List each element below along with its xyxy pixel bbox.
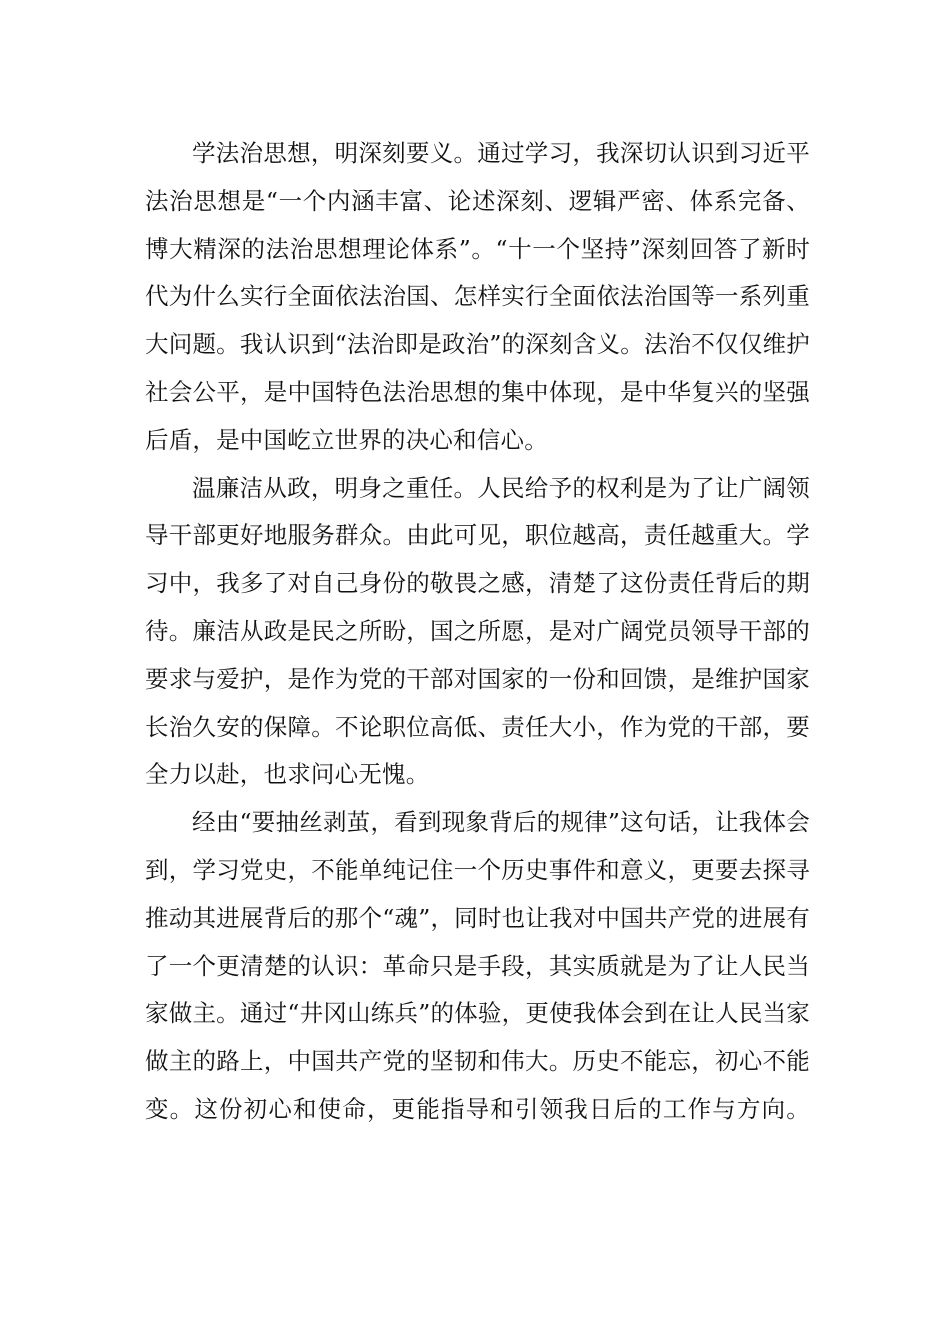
paragraph-party-history: 经由“要抽丝剥茧，看到现象背后的规律”这句话，让我体会到，学习党史，不能单纯记住一个历史事件和意义，更要去探寻推动其进展背后的那个“魂”，同时也让我对中国共产党的进展有了一个更清楚的认识：革命只是手段，其实质就是为了让人民当家做主。通过“井冈山练兵”的体验，更使我体会到在让人民当家做主的路上，中国共产党的坚韧和伟大。历史不能忘，初心不能变。这份初心和使命，更能指导和引领我日后的工作与方向。	[145, 808, 810, 1123]
paragraph-clean-governance: 温廉洁从政，明身之重任。人民给予的权利是为了让广阔领导干部更好地服务群众。由此可见，职位越高，责任越重大。学习中，我多了对自己身份的敬畏之感，清楚了这份责任背后的期待。廉洁从政是民之所盼，国之所愿，是对广阔党员领导干部的要求与爱护，是作为党的干部对国家的一份和回馈，是维护国家长治久安的保障。不论职位高低、责任大小，作为党的干部，要全力以赴，也求问心无愧。	[145, 473, 810, 789]
paragraph-law-thought: 学法治思想，明深刻要义。通过学习，我深切认识到习近平法治思想是“一个内涵丰富、论述深刻、逻辑严密、体系完备、博大精深的法治思想理论体系”。“十一个坚持”深刻回答了新时代为什么实行全面依法治国、怎样实行全面依法治国等一系列重大问题。我认识到“法治即是政治”的深刻含义。法治不仅仅维护社会公平，是中国特色法治思想的集中体现，是中华复兴的坚强后盾，是中国屹立世界的决心和信心。	[145, 139, 810, 454]
